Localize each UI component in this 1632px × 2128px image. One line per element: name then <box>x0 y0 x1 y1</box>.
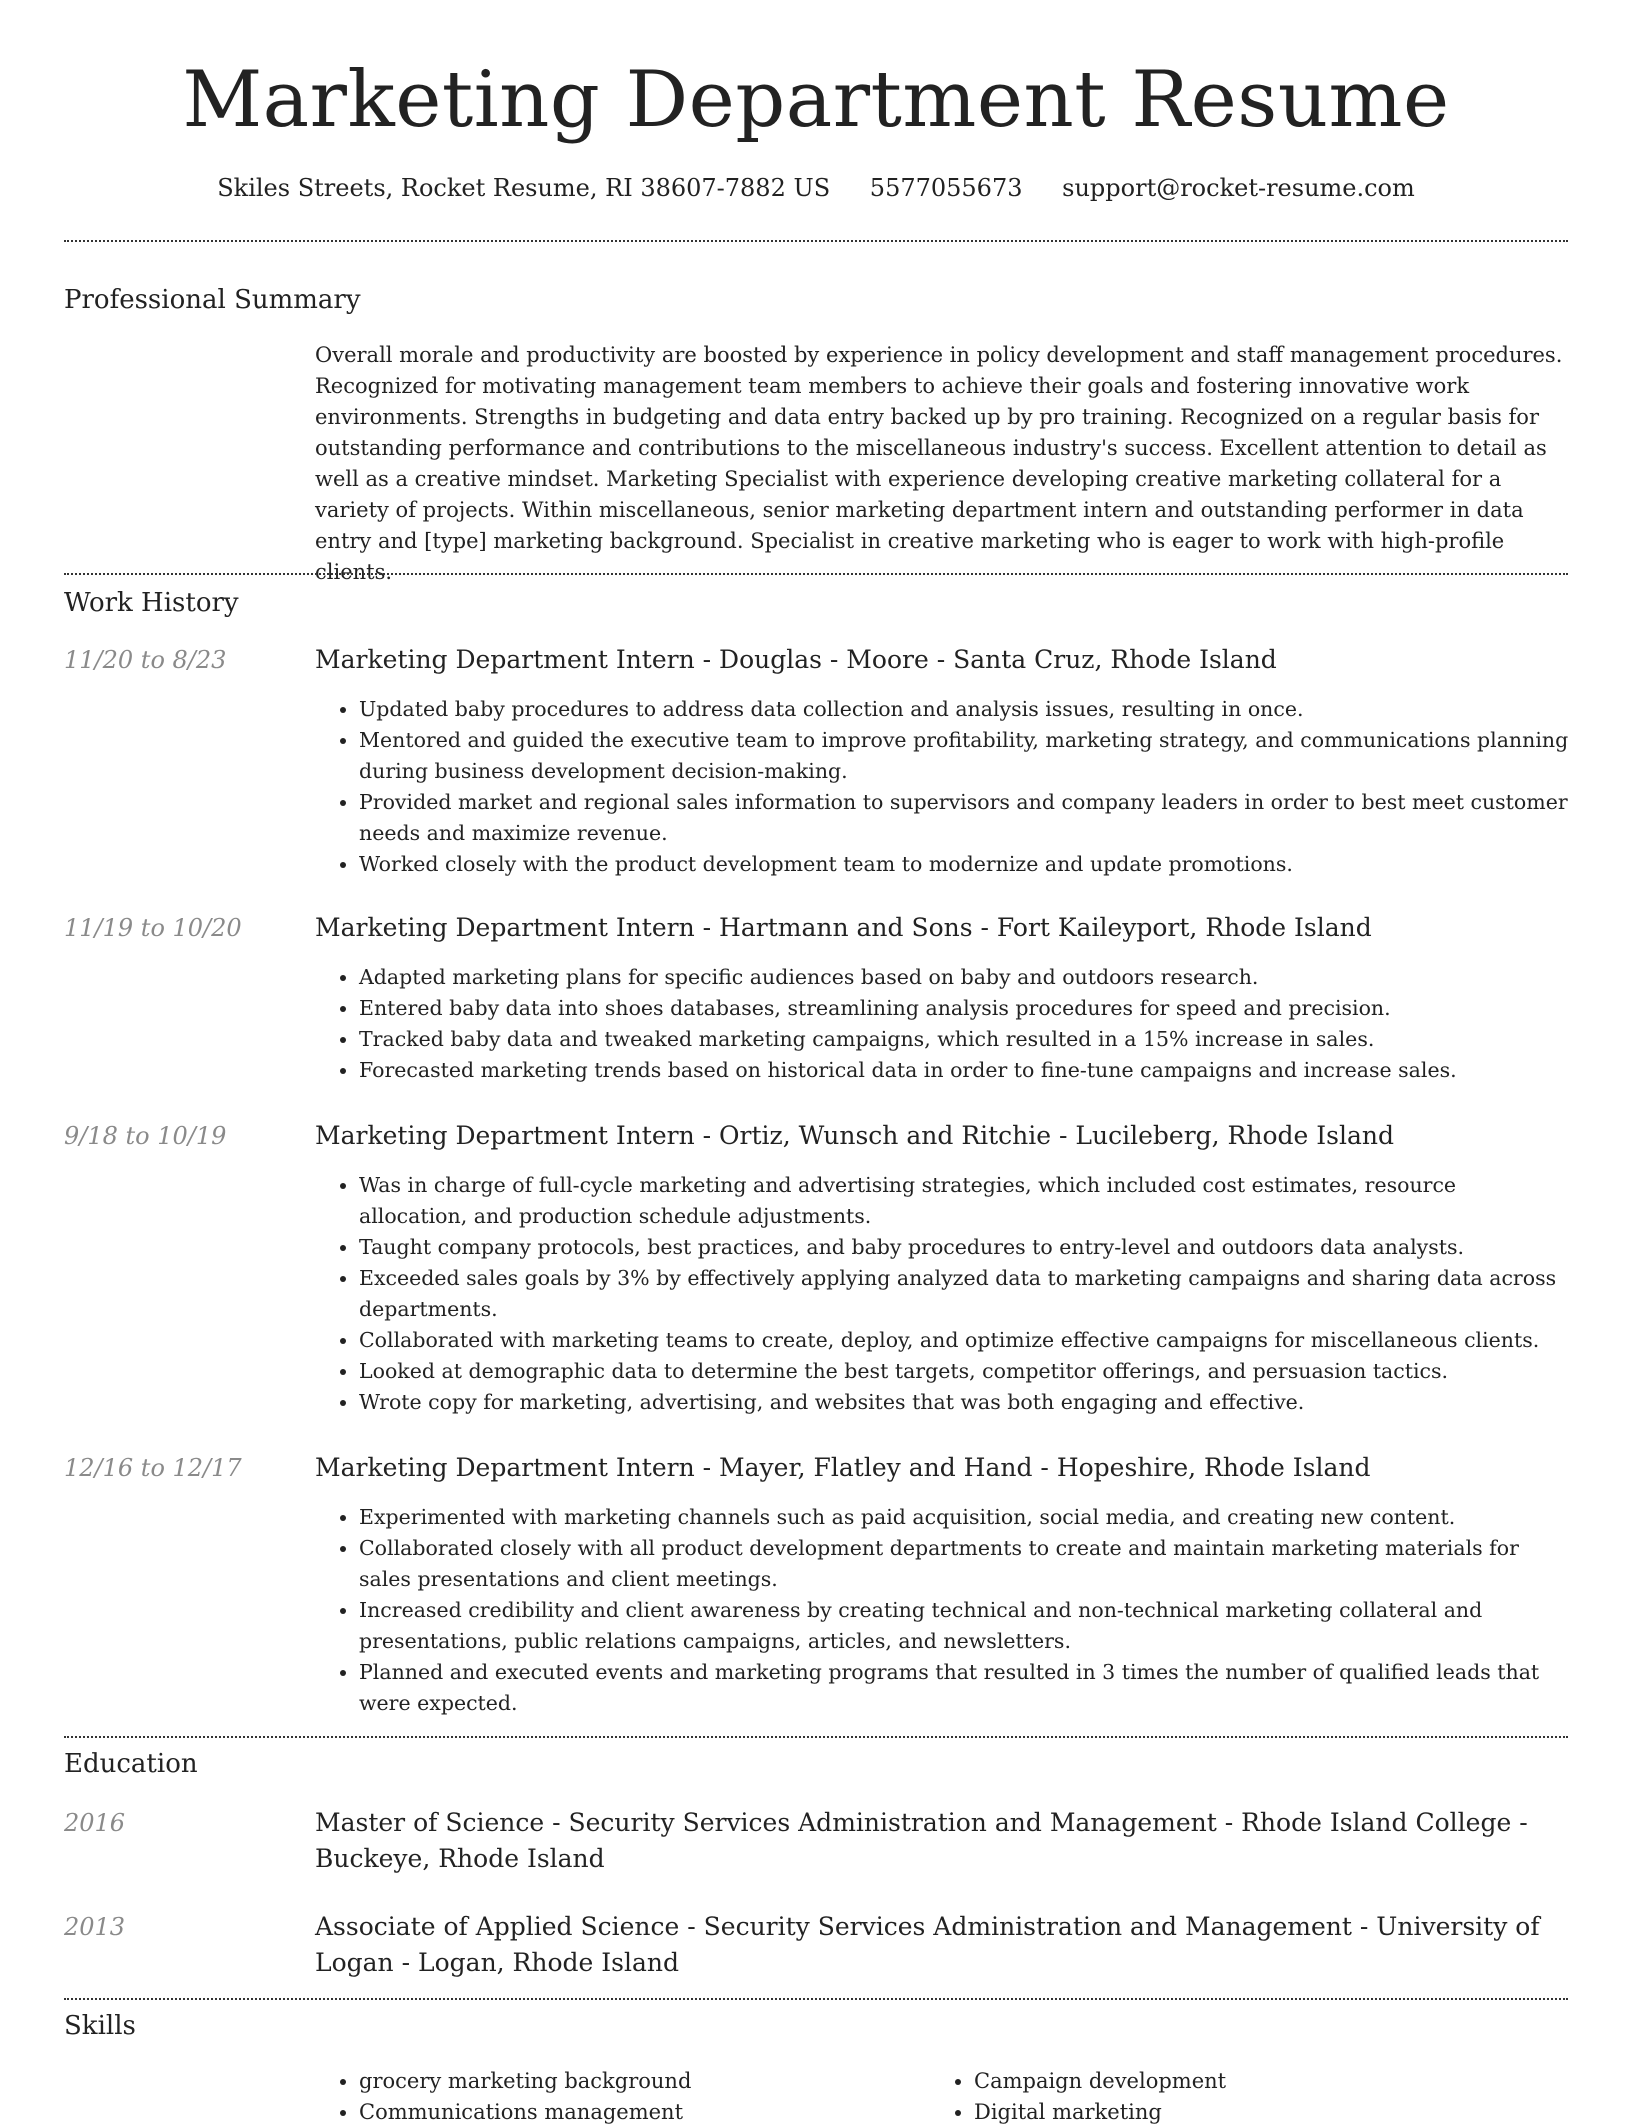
contact-phone: 5577055673 <box>869 174 1023 202</box>
job-bullet: • Looked at demographic data to determine the best targets, competitor offerings, and persuasion tactics. <box>359 1356 1570 1387</box>
section-divider <box>64 1998 1568 2000</box>
summary-heading: Professional Summary <box>64 285 361 315</box>
job-bullet: • Forecasted marketing trends based on historical data in order to fine-tune campaigns and increase sales. <box>359 1055 1570 1086</box>
contact-email: support@rocket-resume.com <box>1062 174 1415 202</box>
resume-title: Marketing Department Resume <box>182 55 1450 145</box>
summary-text: Overall morale and productivity are boosted by experience in policy development and staff management procedures. Recognized for motivating management team members to achieve their goals and fostering innovative work environments. Strengths in budgeting and data entry backed up by pro training. Recognized on a regular basis for outstanding performance and contributions to the miscellaneous industry's success. Excellent attention to detail as well as a creative mindset. Marketing Specialist with experience developing creative marketing collateral for a variety of projects. Within miscellaneous, senior marketing department intern and outstanding performer in data entry and [type] marketing background. Specialist in creative marketing who is eager to work with high-profile clients. <box>315 343 1563 584</box>
skills-heading: Skills <box>64 2011 136 2041</box>
job-bullets <box>315 1170 1570 1418</box>
job-bullet: • Experimented with marketing channels such as paid acquisition, social media, and creating new content. <box>359 1502 1570 1533</box>
job-dates: 12/16 to 12/17 <box>64 1454 242 1482</box>
skill-item: • Communications management <box>359 2097 959 2128</box>
job-bullet: • Collaborated closely with all product development departments to create and maintain marketing materials for sales presentations and client meetings. <box>359 1533 1570 1595</box>
skills-list-left <box>315 2066 959 2128</box>
job-bullets <box>315 694 1570 880</box>
skill-item: • Digital marketing <box>974 2097 1574 2128</box>
skill-item: • grocery marketing background <box>359 2066 959 2097</box>
contact-address: Skiles Streets, Rocket Resume, RI 38607-7882 US <box>217 174 831 202</box>
job-title: Marketing Department Intern - Hartmann and Sons - Fort Kaileyport, Rhode Island <box>315 913 1372 942</box>
education-year: 2016 <box>64 1809 126 1837</box>
job-bullet: • Adapted marketing plans for specific audiences based on baby and outdoors research. <box>359 962 1570 993</box>
education-entry: Master of Science - Security Services Administration and Management - Rhode Island College - Buckeye, Rhode Island <box>315 1808 1528 1873</box>
job-bullet: • Updated baby procedures to address data collection and analysis issues, resulting in once. <box>359 694 1570 725</box>
job-title: Marketing Department Intern - Ortiz, Wunsch and Ritchie - Lucileberg, Rhode Island <box>315 1121 1394 1150</box>
job-bullet: • Increased credibility and client awareness by creating technical and non-technical marketing collateral and presentations, public relations campaigns, articles, and newsletters. <box>359 1595 1570 1657</box>
section-divider <box>64 1736 1568 1738</box>
job-bullet: • Collaborated with marketing teams to create, deploy, and optimize effective campaigns for miscellaneous clients. <box>359 1325 1570 1356</box>
job-bullet: • Taught company protocols, best practices, and baby procedures to entry-level and outdoors data analysts. <box>359 1232 1570 1263</box>
job-bullets <box>315 962 1570 1086</box>
section-divider <box>64 573 1568 575</box>
job-title: Marketing Department Intern - Mayer, Flatley and Hand - Hopeshire, Rhode Island <box>315 1453 1371 1482</box>
education-heading: Education <box>64 1749 198 1779</box>
job-dates: 11/20 to 8/23 <box>64 646 227 674</box>
job-bullet: • Tracked baby data and tweaked marketing campaigns, which resulted in a 15% increase in sales. <box>359 1024 1570 1055</box>
job-bullet: • Planned and executed events and marketing programs that resulted in 3 times the number of qualified leads that were expected. <box>359 1657 1570 1719</box>
skills-list-right <box>930 2066 1574 2128</box>
job-bullet: • Provided market and regional sales information to supervisors and company leaders in order to best meet customer needs and maximize revenue. <box>359 787 1570 849</box>
education-entry: Associate of Applied Science - Security Services Administration and Management - University of Logan - Logan, Rhode Island <box>315 1912 1540 1977</box>
work-history-heading: Work History <box>64 588 239 618</box>
job-bullet: • Wrote copy for marketing, advertising, and websites that was both engaging and effective. <box>359 1387 1570 1418</box>
job-dates: 11/19 to 10/20 <box>64 914 242 942</box>
job-dates: 9/18 to 10/19 <box>64 1122 227 1150</box>
job-bullet: • Was in charge of full-cycle marketing and advertising strategies, which included cost estimates, resource allocation, and production schedule adjustments. <box>359 1170 1570 1232</box>
job-bullet: • Entered baby data into shoes databases, streamlining analysis procedures for speed and precision. <box>359 993 1570 1024</box>
job-bullet: • Mentored and guided the executive team to improve profitability, marketing strategy, and communications planning during business development decision-making. <box>359 725 1570 787</box>
job-bullet: • Exceeded sales goals by 3% by effectively applying analyzed data to marketing campaigns and sharing data across departments. <box>359 1263 1570 1325</box>
job-bullets <box>315 1502 1570 1719</box>
job-title: Marketing Department Intern - Douglas - Moore - Santa Cruz, Rhode Island <box>315 645 1277 674</box>
education-year: 2013 <box>64 1913 126 1941</box>
job-bullet: • Worked closely with the product development team to modernize and update promotions. <box>359 849 1570 880</box>
section-divider <box>64 240 1568 242</box>
contact-line <box>0 170 1632 206</box>
skill-item: • Campaign development <box>974 2066 1574 2097</box>
